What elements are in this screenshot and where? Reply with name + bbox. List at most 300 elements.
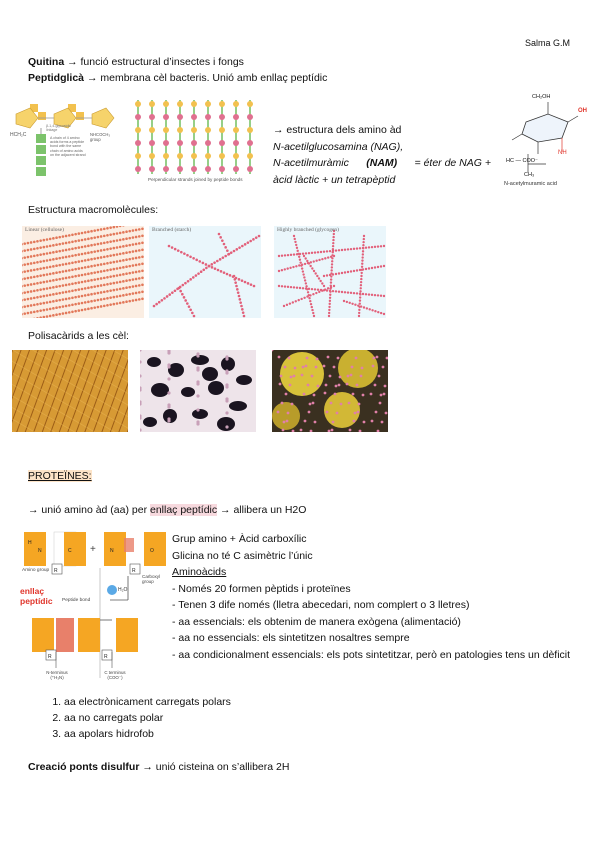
decor-bead [163,166,169,172]
decor-bead [168,245,171,248]
decor-bead [314,251,316,253]
decor-bead [122,301,125,304]
decor-bead [193,315,196,318]
decor-bead [313,270,315,272]
decor-bead [113,289,116,292]
decor-bead [304,257,306,259]
decor-bead [253,285,256,288]
decor-bead [109,275,112,278]
decor-bead [30,283,33,286]
decor-bead [36,261,39,264]
highly-branched-glycogen-panel [274,226,386,318]
decor-bead [223,271,226,274]
decor-bead [22,271,23,274]
decor-bead [116,281,119,284]
decor-bead [149,153,155,159]
decor-bead [74,233,77,236]
quitina-text: funció estructural d’insectes i fongs [77,56,244,68]
decor-bead [119,281,122,284]
decor-bead [359,293,361,295]
decor-bead [305,252,307,254]
decor-bead [301,374,304,377]
decor-granule [208,381,224,395]
decor-bead [303,276,305,278]
decor-bead [27,256,30,259]
decor-bead [149,114,155,120]
decor-bead [22,285,23,288]
decor-bead [362,268,364,270]
decor-bead [23,277,26,280]
decor-bead [141,234,144,237]
decor-bead [281,285,283,287]
decor-bead [360,287,362,289]
decor-bead [350,292,352,294]
decor-bead [78,309,81,312]
decor-bead [286,304,288,306]
decor-bead [138,235,141,238]
decor-bead [68,290,71,293]
decor-bead [103,249,106,252]
decor-bead [368,293,370,295]
decor-bead [22,278,23,281]
decor-bead [359,296,361,298]
decor-bead [68,283,71,286]
decor-bead [184,299,187,302]
ch3-label: CH₃ [524,172,535,178]
n-terminus-label: N-terminus (⁺H₃N) [46,670,68,680]
decor-bead [330,269,332,271]
protein-notes [172,531,572,663]
decor-bead [362,247,364,249]
svg-text:R: R [48,654,52,660]
decor-bead [78,295,81,298]
decor-bead [109,268,112,271]
decor-bead [74,268,77,271]
decor-bead [332,236,334,238]
decor-bead [384,385,387,388]
decor-bead [300,298,302,300]
decor-bead [182,284,185,287]
decor-bead [351,303,353,305]
decor-bead [97,243,100,246]
decor-bead [249,240,252,243]
nam-abbrev: (NAM) [366,157,398,169]
decor-bead [365,268,367,270]
decor-bead [289,302,291,304]
decor-bead [219,236,222,239]
decor-bead [312,312,314,314]
decor-bead [84,308,87,311]
decor-bead [196,366,199,369]
decor-bead [100,284,103,287]
decor-bead [43,288,46,291]
decor-bead [305,365,308,368]
decor-bead [93,271,96,274]
decor-bead [106,234,109,237]
decor-bead [103,256,106,259]
decor-bead [33,304,36,307]
decor-bead [225,411,228,414]
decor-bead [333,255,335,257]
decor-granule [217,417,235,431]
decor-bead [278,255,280,257]
decor-bead [295,265,297,267]
note-aminoacids-heading: Aminoàcids [172,566,227,578]
decor-bead [161,299,164,302]
decor-bead [33,290,36,293]
decor-bead [39,246,42,249]
decor-bead [140,360,142,363]
decor-bead [361,266,363,268]
decor-bead [244,243,247,246]
decor-bead [341,249,343,251]
decor-bead [128,237,131,240]
decor-bead [132,278,135,281]
decor-bead [103,270,106,273]
decor-bead [81,274,84,277]
decor-bead [65,277,68,280]
decor-bead [138,263,141,266]
decor-bead [284,254,286,256]
decor-bead [65,284,68,287]
decor-bead [109,233,112,236]
decor-bead [116,267,119,270]
decor-bead [331,429,334,432]
decor-bead [39,309,42,312]
decor-bead [359,302,361,304]
decor-bead [62,235,65,238]
decor-bead [58,236,61,239]
decor-bead [356,269,358,271]
decor-bead [295,244,297,246]
decor-bead [320,251,322,253]
decor-bead [225,369,228,372]
decor-bead [383,313,385,315]
decor-bead [219,140,225,146]
decor-bead [329,250,331,252]
decor-bead [39,281,42,284]
decor-bead [52,258,55,261]
decor-granule [229,401,247,411]
amino-desc-line4: àcid làctic + un tetrapèptid [273,173,396,186]
decor-bead [312,402,315,405]
decor-bead [299,261,301,263]
decor-bead [303,255,305,257]
decor-bead [311,288,313,290]
decor-bead [331,260,333,262]
decor-bead [135,114,141,120]
decor-bead [100,270,103,273]
decor-bead [328,309,330,311]
decor-bead [106,297,109,300]
decor-bead [321,258,323,260]
decor-bead [317,251,319,253]
note-grup: Grup amino + Àcid carboxílic [172,533,307,545]
decor-bead [278,270,280,272]
decor-bead [46,315,49,318]
decor-bead [336,412,339,415]
decor-bead [93,236,96,239]
peptidoglica-line [28,72,327,84]
decor-bead [312,293,314,295]
decor-bead [167,417,170,420]
decor-bead [205,101,211,107]
decor-bead [106,241,109,244]
decor-bead [78,302,81,305]
decor-bead [191,153,197,159]
decor-bead [65,249,68,252]
decor-bead [84,287,87,290]
decor-bead [219,101,225,107]
decor-bead [49,280,52,283]
decor-bead [140,350,142,352]
decor-bead [62,298,65,301]
decor-bead [372,365,375,368]
decor-bead [323,365,326,368]
decor-bead [247,282,250,285]
decor-bead [138,291,141,294]
decor-bead [135,127,141,133]
decor-bead [360,305,362,307]
decor-bead [377,266,379,268]
decor-bead [297,250,299,252]
decor-bead [93,264,96,267]
decor-bead [132,250,135,253]
decor-bead [27,291,30,294]
decor-bead [119,295,122,298]
decor-bead [309,300,311,302]
decor-bead [135,101,141,107]
decor-bead [36,254,39,257]
decor-bead [49,308,52,311]
decor-bead [43,239,46,242]
decor-bead [109,282,112,285]
decor-bead [74,296,77,299]
decor-granule [192,409,208,419]
decor-blob [324,392,360,428]
decor-bead [315,292,317,294]
decor-bead [39,302,42,305]
decor-bead [344,249,346,251]
decor-bead [347,248,349,250]
decor-bead [330,402,333,405]
decor-bead [334,393,337,396]
decor-bead [181,293,184,296]
amino-desc-line1: → estructura dels amino àd [273,124,402,136]
decor-bead [382,366,385,369]
decor-bead [46,301,49,304]
decor-bead [234,278,237,281]
decor-bead [362,394,365,397]
decor-bead [71,268,74,271]
decor-bead [233,140,239,146]
decor-bead [97,292,100,295]
decor-bead [311,309,313,311]
decor-bead [198,260,201,263]
decor-bead [119,267,122,270]
decor-bead [311,375,314,378]
decor-bead [378,375,381,378]
decor-bead [58,278,61,281]
decor-bead [122,294,125,297]
decor-bead [365,247,367,249]
decor-bead [233,114,239,120]
decor-bead [189,308,192,311]
decor-bead [296,287,298,289]
decor-bead [23,242,26,245]
decor-bead [284,366,287,369]
decor-bead [328,306,330,308]
quitina-term: Quitina [28,56,65,68]
decor-bead [330,278,332,280]
decor-bead [138,277,141,280]
decor-bead [33,283,36,286]
decor-bead [287,286,289,288]
decor-bead [58,306,61,309]
decor-bead [74,247,77,250]
decor-bead [87,245,90,248]
decor-bead [55,271,58,274]
author-name: Salma G.M [524,38,570,48]
decor-bead [306,260,308,262]
decor-bead [65,305,68,308]
decor-bead [222,256,225,259]
decor-bead [380,295,382,297]
decor-bead [43,316,46,318]
decor-bead [90,286,93,289]
decor-bead [125,272,128,275]
decor-bead [90,279,93,282]
decor-bead [68,276,71,279]
decor-bead [383,295,385,297]
decor-bead [135,166,141,172]
decor-bead [371,420,374,423]
decor-bead [97,236,100,239]
decor-bead [226,273,229,276]
decor-bead [30,269,33,272]
decor-bead [122,280,125,283]
decor-bead [290,376,293,379]
decor-bead [373,357,376,360]
peptide-bond-label: Peptide bond [62,598,91,603]
chain-note-label: A chain of 4 amino acids forms a peptide bond with the same chain of amino acids on the adjacent strand [50,136,86,157]
decor-bead [361,367,364,370]
decor-bead [109,296,112,299]
decor-bead [135,257,138,260]
decor-bead [298,256,300,258]
plus-sign: + [90,544,96,555]
decor-bead [356,247,358,249]
svg-text:R: R [132,568,136,574]
decor-bead [233,250,236,253]
decor-granule [181,387,195,397]
decor-bead [125,237,128,240]
decor-bead [368,267,370,269]
decor-bead [284,285,286,287]
decor-bead [258,235,261,238]
decor-bead [192,276,195,279]
decor-bead [87,238,90,241]
decor-bead [171,246,174,249]
decor-bead [205,140,211,146]
note-bullet-4: - aa no essencials: els sintetitzen nosaltres sempre [172,632,410,644]
decor-bead [84,266,87,269]
decor-bead [308,297,310,299]
decor-bead [128,244,131,247]
decor-bead [233,127,239,133]
decor-bead [100,249,103,252]
amino-group-label: Amino group [22,568,50,573]
decor-bead [128,230,131,233]
decor-bead [65,263,68,266]
decor-bead [205,127,211,133]
decor-bead [74,289,77,292]
decor-bead [30,248,33,251]
decor-bead [140,428,142,431]
decor-bead [341,272,343,274]
peptide-bond-figure [20,528,170,686]
decor-bead [149,127,155,133]
decor-bead [363,235,365,237]
decor-bead [36,317,39,318]
decor-bead [81,239,84,242]
coo-label: HC — COO⁻ [506,158,538,164]
peptidoglycan-grid-figure [130,96,262,186]
decor-bead [332,290,334,292]
linear-cellulose-panel [22,226,144,318]
disulfur-line [28,761,289,773]
decor-bead [78,288,81,291]
decor-bead [22,292,23,295]
decor-bead [360,278,362,280]
decor-bead [125,230,128,233]
decor-bead [224,255,227,258]
decor-bead [300,429,303,432]
decor-bead [327,256,329,258]
decor-bead [293,235,295,237]
decor-bead [23,256,26,259]
decor-bead [93,229,96,232]
decor-bead [100,256,103,259]
decor-bead [359,290,361,292]
decor-bead [49,301,52,304]
decor-bead [78,281,81,284]
decor-bead [189,278,192,281]
decor-bead [349,429,352,432]
decor-bead [74,254,77,257]
decor-bead [191,114,197,120]
decor-bead [84,252,87,255]
decor-blob [272,402,300,430]
decor-bead [43,309,46,312]
intro-suffix: → allibera un H2O [217,504,307,516]
decor-bead [375,411,378,414]
amino-desc-line3 [273,155,491,172]
decor-bead [103,228,106,231]
decor-bead [87,266,90,269]
decor-bead [106,227,109,230]
decor-bead [116,246,119,249]
decor-bead [65,270,68,273]
decor-bead [225,383,228,386]
decor-bead [62,277,65,280]
decor-bead [326,274,328,276]
decor-bead [122,252,125,255]
decor-bead [317,289,319,291]
decor-bead [350,248,352,250]
decor-bead [52,265,55,268]
decor-bead [81,267,84,270]
